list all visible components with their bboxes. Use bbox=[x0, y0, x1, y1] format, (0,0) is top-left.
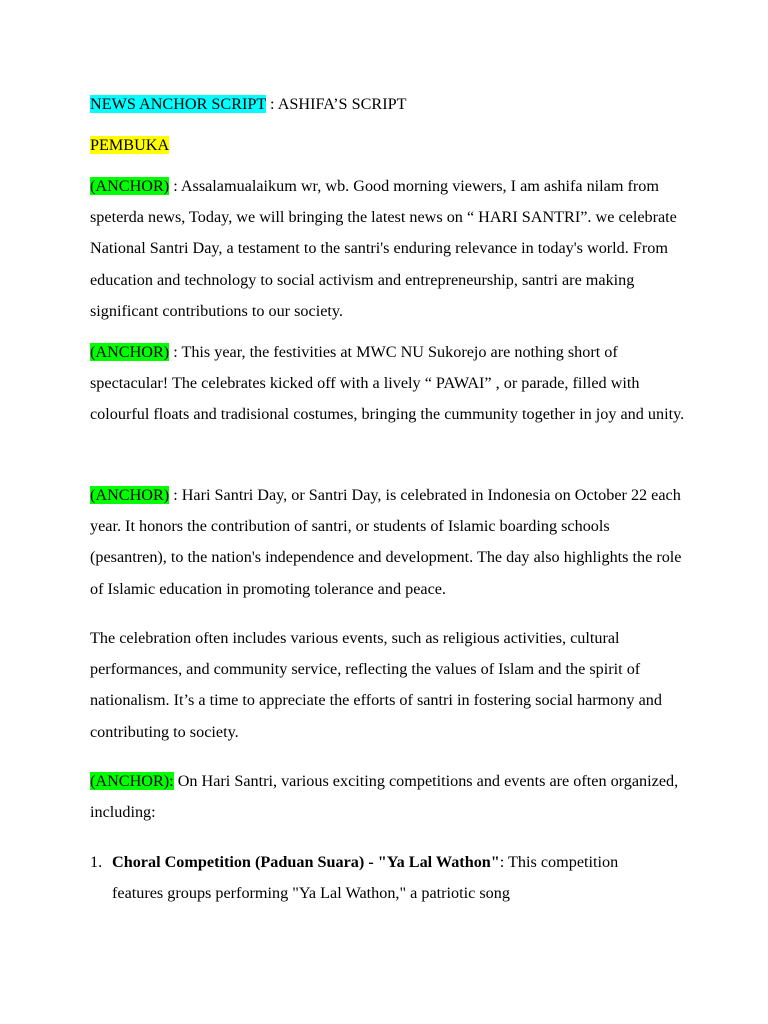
paragraph-text: : This year, the festivities at MWC NU Sukorejo are nothing short of spectacular! The celebrates kicked off with a lively “ PAWAI” , or parade, filled with colourful floats and tradisional costumes, bringing the cummunity together in joy and unity. bbox=[90, 343, 685, 424]
paragraph-text: The celebration often includes various events, such as religious activities, cultural performances, and community service, reflecting the values of Islam and the spirit of nationalism. It’s a time to appreciate the efforts of santri in fostering social harmony and contributing to society. bbox=[90, 629, 662, 741]
list-number: 1. bbox=[90, 853, 103, 871]
paragraph-text: : Assalamualaikum wr, wb. Good morning viewers, I am ashifa nilam from speterda news, Today, we will bringing the latest news on “ HARI SANTRI”. we celebrate National Santri Day, a testament to the santri's enduring relevance in today's world. From education and technology to social activism and entrepreneurship, santri are making significant contributions to our society. bbox=[90, 177, 677, 320]
paragraph-1 bbox=[90, 171, 690, 327]
paragraph-2 bbox=[90, 337, 690, 431]
anchor-tag: (ANCHOR) bbox=[90, 486, 170, 504]
list-item-title: Choral Competition (Paduan Suara) - "Ya Lal Wathon" bbox=[112, 853, 500, 871]
anchor-tag: (ANCHOR) bbox=[90, 343, 170, 361]
script-title bbox=[90, 89, 690, 120]
paragraph-4 bbox=[90, 623, 690, 748]
paragraph-text: : Hari Santri Day, or Santri Day, is celebrated in Indonesia on October 22 each year. It honors the contribution of santri, or students of Islamic boarding schools (pesantren), to the nation's independence and development. The day also highlights the role of Islamic education in promoting tolerance and peace. bbox=[90, 486, 682, 598]
paragraph-text: On Hari Santri, various exciting competitions and events are often organized, including: bbox=[90, 772, 679, 822]
anchor-tag: (ANCHOR): bbox=[90, 772, 174, 790]
section-label: PEMBUKA bbox=[90, 136, 170, 154]
paragraph-5 bbox=[90, 766, 690, 828]
title-label: NEWS ANCHOR SCRIPT bbox=[90, 95, 266, 113]
title-rest: : ASHIFA’S SCRIPT bbox=[266, 95, 407, 113]
anchor-tag: (ANCHOR) bbox=[90, 177, 170, 195]
paragraph-3 bbox=[90, 480, 690, 605]
list-item-text: : This competition features groups performing "Ya Lal Wathon," a patriotic song bbox=[112, 853, 619, 903]
section-heading bbox=[90, 130, 690, 161]
list-item bbox=[90, 847, 672, 909]
